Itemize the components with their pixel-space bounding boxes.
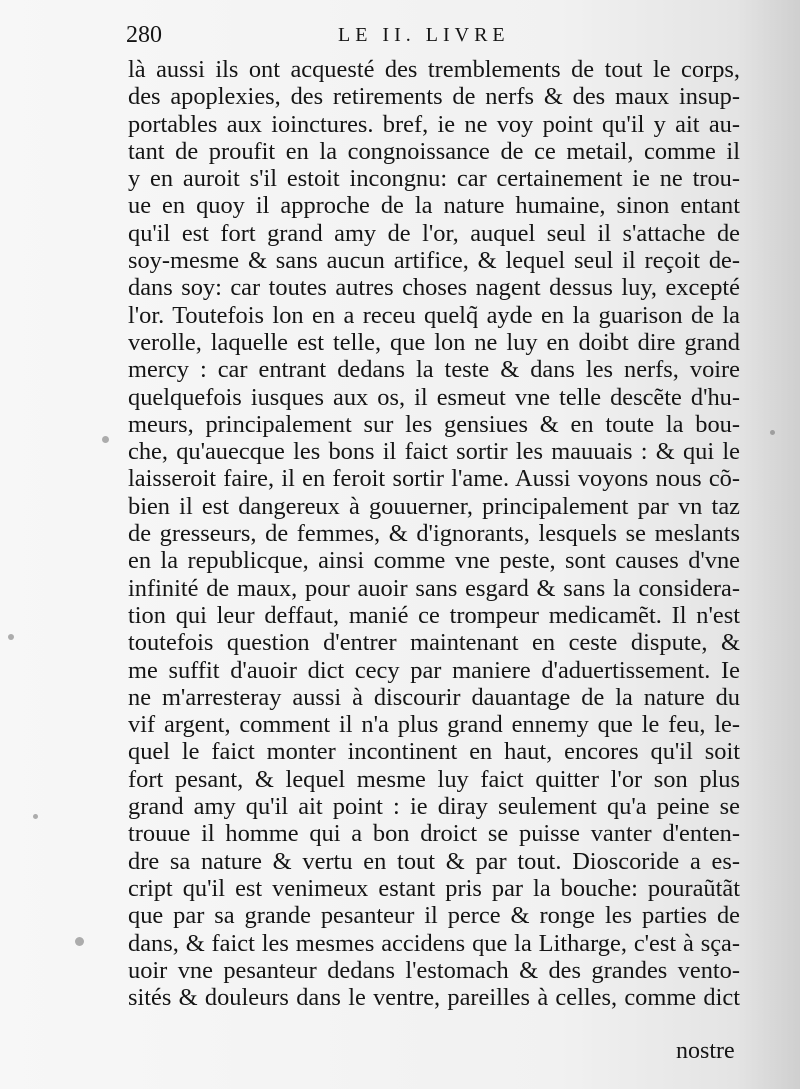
text-line: tion qui leur deffaut, manié ce trompeur medicamẽt. Il n'est [128, 601, 740, 629]
page-number: 280 [126, 22, 162, 48]
text-line: l'or. Toutefois lon en a receu quelq̃ ayde en la guarison de la [128, 301, 740, 329]
text-line: dans, & faict les mesmes accidens que la Litharge, c'est à sça- [128, 929, 740, 957]
ink-speck [770, 430, 775, 435]
text-line: ue en quoy il approche de la nature humaine, sinon entant [128, 192, 740, 220]
text-line: verolle, laquelle est telle, que lon ne luy en doibt dire grand [128, 328, 740, 356]
text-line: dre sa nature & vertu en tout & par tout. Dioscoride a es- [128, 847, 740, 875]
text-line: des apoplexies, des retirements de nerfs & des maux insup- [128, 83, 740, 111]
text-line: cript qu'il est venimeux estant pris par la bouche: pouraũtãt [128, 874, 740, 902]
text-line: portables aux ioinctures. bref, ie ne voy point qu'il y ait au- [128, 110, 740, 138]
text-line: me suffit d'auoir dict cecy par maniere d'aduertissement. Ie [128, 656, 740, 684]
text-line: ne m'arresteray aussi à discourir dauantage de la nature du [128, 683, 740, 711]
text-line: che, qu'auecque les bons il faict sortir les mauuais : & qui le [128, 438, 740, 466]
text-line: infinité de maux, pour auoir sans esgard & sans la considera- [128, 574, 740, 602]
text-line: en la republicque, ainsi comme vne peste, sont causes d'vne [128, 547, 740, 575]
text-line: que par sa grande pesanteur il perce & ronge les parties de [128, 902, 740, 930]
text-line: toutefois question d'entrer maintenant en ceste dispute, & [128, 629, 740, 657]
ink-speck [8, 634, 14, 640]
text-line: uoir vne pesanteur dedans l'estomach & des grandes vento- [128, 956, 740, 984]
text-line: quelquefois iusques aux os, il esmeut vne telle descẽte d'hu- [128, 383, 740, 411]
text-line: là aussi ils ont acquesté des tremblements de tout le corps, [128, 56, 740, 83]
text-line: mercy : car entrant dedans la teste & dans les nerfs, voire [128, 356, 740, 384]
text-line: soy-mesme & sans aucun artifice, & lequel seul il reçoit de- [128, 247, 740, 275]
text-line: grand amy qu'il ait point : ie diray seulement qu'a peine se [128, 793, 740, 821]
text-line: tant de proufit en la congnoissance de ce metail, comme il [128, 137, 740, 165]
ink-speck [102, 436, 109, 443]
text-line: de gresseurs, de femmes, & d'ignorants, lesquels se meslants [128, 520, 740, 548]
text-line: trouue il homme qui a bon droict se puisse vanter d'enten- [128, 820, 740, 848]
text-line: sités & douleurs dans le ventre, pareilles à celles, comme dict [128, 984, 740, 1012]
text-line: y en auroit s'il estoit incongnu: car certainement ie ne trou- [128, 165, 740, 193]
page-header [126, 22, 736, 58]
running-title: LE II. LIVRE [338, 24, 510, 46]
text-line: fort pesant, & lequel mesme luy faict quitter l'or son plus [128, 765, 740, 793]
text-line: bien il est dangereux à gouuerner, principalement par vn taz [128, 492, 740, 520]
text-line: quel le faict monter incontinent en haut, encores qu'il soit [128, 738, 740, 766]
text-line: laisseroit faire, il en feroit sortir l'ame. Aussi voyons nous cõ- [128, 465, 740, 493]
text-line: dans soy: car toutes autres choses nagent dessus luy, excepté [128, 274, 740, 302]
text-line: meurs, principalement sur les gensiues & en toute la bou- [128, 410, 740, 438]
ink-speck [33, 814, 38, 819]
catchword: nostre [676, 1038, 735, 1064]
text-line: qu'il est fort grand amy de l'or, auquel seul il s'attache de [128, 219, 740, 247]
ink-speck [75, 937, 84, 946]
body-text [128, 56, 740, 1011]
text-line: vif argent, comment il n'a plus grand ennemy que le feu, le- [128, 711, 740, 739]
